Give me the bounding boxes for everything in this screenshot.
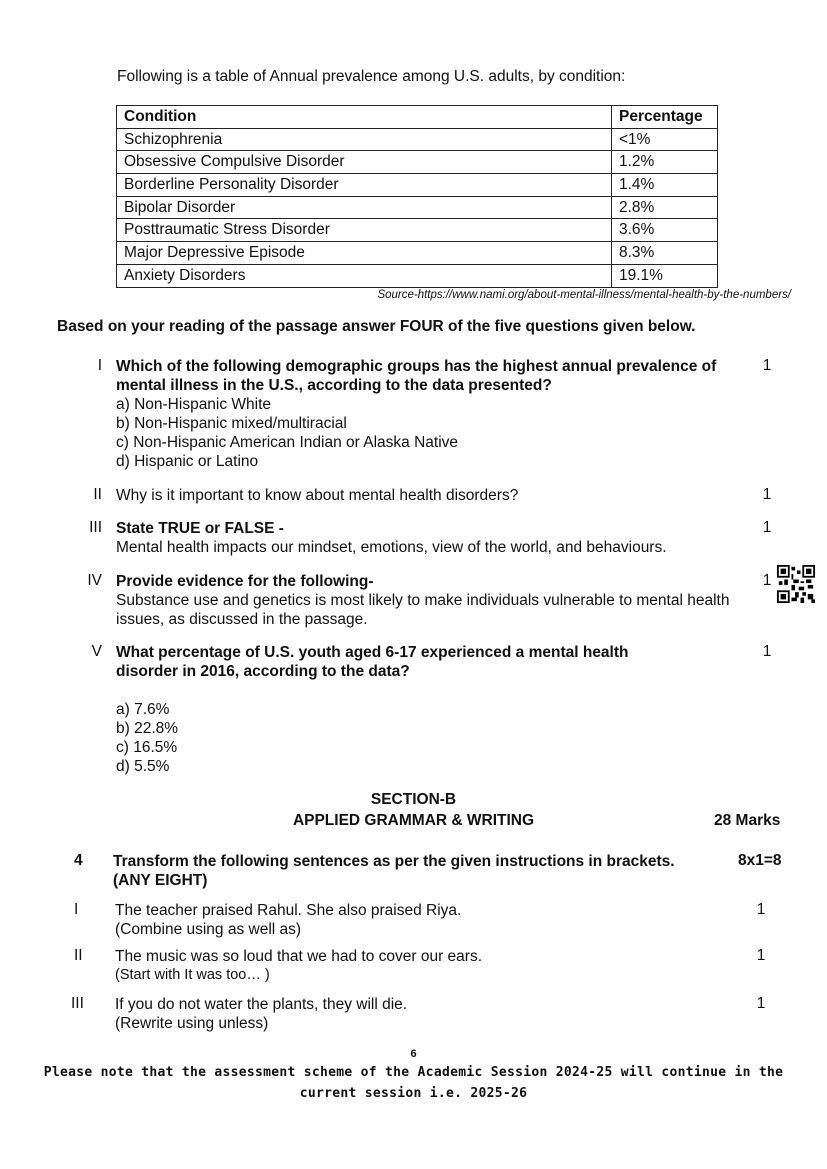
question-number: V — [91, 643, 102, 660]
question-mark: 1 — [762, 486, 772, 503]
question-statement: Mental health impacts our mindset, emotions, view of the world, and behaviours. — [116, 539, 667, 556]
cell-condition: Obsessive Compulsive Disorder — [117, 151, 612, 174]
page-number: 6 — [410, 1048, 417, 1060]
item-1 — [115, 901, 735, 939]
item-mark: 1 — [756, 901, 766, 918]
table-row — [117, 128, 718, 151]
section-title: SECTION-B — [370, 791, 457, 808]
question-instruction: Based on your reading of the passage answer FOUR of the five questions given below. — [57, 318, 696, 335]
question-number: I — [97, 357, 102, 374]
item-text: The music was so loud that we had to cover our ears. — [115, 948, 483, 965]
table-row — [117, 242, 718, 265]
question-title: What percentage of U.S. youth aged 6-17 experienced a mental health disorder in 2016, according to the data? — [116, 644, 629, 680]
item-3 — [115, 995, 735, 1033]
item-2 — [115, 947, 735, 985]
cell-condition: Schizophrenia — [117, 128, 612, 151]
question-title: Which of the following demographic groups has the highest annual prevalence of mental illness in the U.S., according to the data presented? — [116, 358, 717, 394]
section-marks: 28 Marks — [714, 812, 781, 829]
option-c: c) Non-Hispanic American Indian or Alaska Native — [116, 434, 459, 451]
question-number: III — [89, 519, 102, 536]
cell-percentage: 2.8% — [612, 196, 718, 219]
question-mark: 1 — [762, 643, 772, 660]
cell-percentage: 1.4% — [612, 174, 718, 197]
option-d: d) Hispanic or Latino — [116, 453, 259, 470]
question-number: 4 — [74, 852, 83, 869]
prevalence-table — [116, 105, 718, 288]
item-mark: 1 — [756, 995, 766, 1012]
option-d: d) 5.5% — [116, 758, 170, 775]
item-text: If you do not water the plants, they will die. — [115, 996, 408, 1013]
header-condition: Condition — [117, 106, 612, 129]
option-b: b) 22.8% — [116, 720, 179, 737]
cell-percentage: 3.6% — [612, 219, 718, 242]
qr-code-icon — [777, 565, 815, 603]
cell-condition: Bipolar Disorder — [117, 196, 612, 219]
question-title: State TRUE or FALSE - — [116, 520, 284, 537]
question-5 — [116, 643, 686, 776]
intro-text: Following is a table of Annual prevalence among U.S. adults, by condition: — [117, 68, 626, 85]
table-row — [117, 174, 718, 197]
question-title: Provide evidence for the following- — [116, 573, 374, 590]
item-text: The teacher praised Rahul. She also praised Riya. — [115, 902, 462, 919]
cell-percentage: 1.2% — [612, 151, 718, 174]
table-row — [117, 219, 718, 242]
option-c: c) 16.5% — [116, 739, 178, 756]
table-row — [117, 151, 718, 174]
item-mark: 1 — [756, 947, 766, 964]
cell-condition: Anxiety Disorders — [117, 264, 612, 287]
question-number: IV — [87, 572, 102, 589]
header-percentage: Percentage — [612, 106, 718, 129]
table-row — [117, 196, 718, 219]
question-4 — [116, 572, 736, 629]
cell-percentage: 19.1% — [612, 264, 718, 287]
question-note: (ANY EIGHT) — [113, 872, 208, 889]
table-row — [117, 264, 718, 287]
question-marks: 8x1=8 — [738, 852, 782, 869]
cell-condition: Borderline Personality Disorder — [117, 174, 612, 197]
source-citation: Source-https://www.nami.org/about-mental-illness/mental-health-by-the-numbers/ — [377, 289, 791, 301]
question-mark: 1 — [762, 357, 772, 374]
question-1 — [116, 357, 736, 471]
item-instruction: (Combine using as well as) — [115, 921, 302, 938]
item-number: I — [74, 901, 79, 918]
question-4-header — [113, 852, 733, 890]
option-a: a) Non-Hispanic White — [116, 396, 272, 413]
section-subtitle: APPLIED GRAMMAR & WRITING — [292, 812, 535, 829]
question-2: Why is it important to know about mental health disorders? — [116, 487, 519, 504]
table-header-row — [117, 106, 718, 129]
footer-line-2: current session i.e. 2025-26 — [299, 1086, 528, 1101]
question-mark: 1 — [762, 519, 772, 536]
cell-percentage: 8.3% — [612, 242, 718, 265]
item-instruction: (Rewrite using unless) — [115, 1015, 269, 1032]
question-3 — [116, 519, 736, 557]
question-statement: Substance use and genetics is most likely to make individuals vulnerable to mental health issues, as discussed in the passage. — [116, 592, 730, 628]
question-mark: 1 — [762, 572, 772, 589]
cell-percentage: <1% — [612, 128, 718, 151]
cell-condition: Posttraumatic Stress Disorder — [117, 219, 612, 242]
item-instruction: (Start with It was too… ) — [115, 967, 270, 983]
item-number: III — [71, 995, 84, 1012]
question-number: II — [93, 486, 102, 503]
option-b: b) Non-Hispanic mixed/multiracial — [116, 415, 347, 432]
item-number: II — [74, 947, 83, 964]
footer-line-1: Please note that the assessment scheme of the Academic Session 2024-25 will continue in the — [43, 1065, 784, 1080]
question-title: Transform the following sentences as per the given instructions in brackets. — [113, 853, 675, 870]
cell-condition: Major Depressive Episode — [117, 242, 612, 265]
option-a: a) 7.6% — [116, 701, 170, 718]
